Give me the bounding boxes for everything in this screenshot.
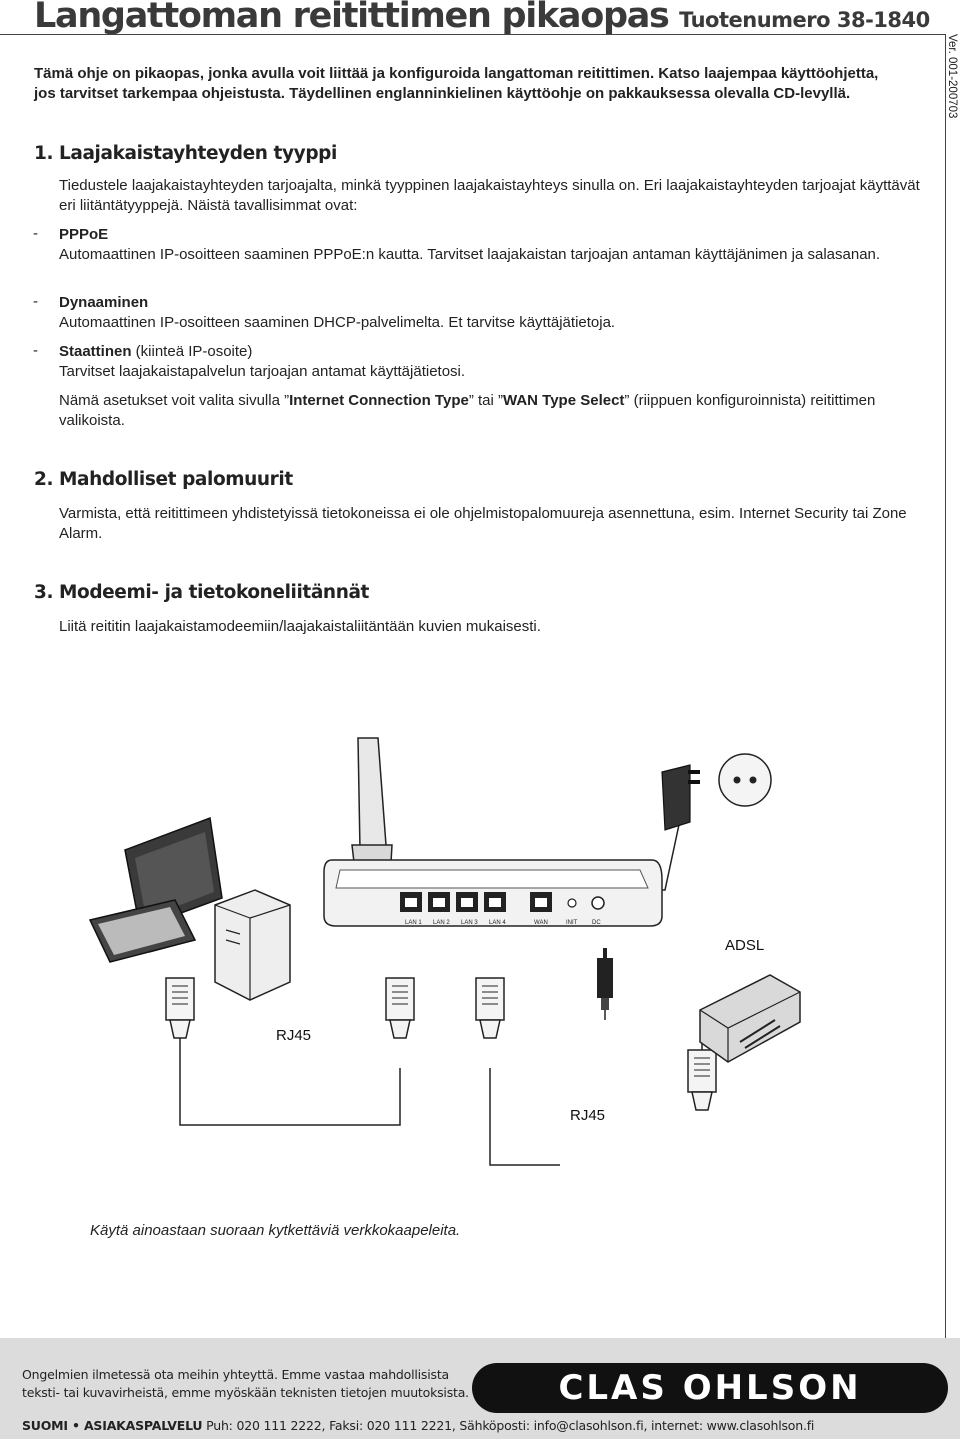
list-item-title: Staattinen <box>59 343 132 360</box>
section-3-paragraph: Liitä reititin laajakaistamodeemiin/laajakaistaliitäntään kuvien mukaisesti. <box>59 618 541 635</box>
list-item-title-suffix: (kiinteä IP-osoite) <box>131 343 253 360</box>
section-3-heading <box>34 582 369 603</box>
list-bullet: - <box>33 225 38 242</box>
port-label-lan4: LAN 4 <box>489 920 506 926</box>
cable-lan-extra <box>490 1068 560 1165</box>
note-text: Nämä asetukset voit valita sivulla ” <box>59 392 290 409</box>
power-adapter-icon <box>662 765 700 830</box>
section-1-heading <box>34 143 337 164</box>
footer-disclaimer-line: teksti- tai kuvavirheistä, emme myöskään teknisten tietojen muutoksista. <box>22 1385 469 1400</box>
connection-diagram <box>0 720 960 1220</box>
port-label-dc: DC <box>592 920 601 926</box>
port-label-wan: WAN <box>534 920 548 926</box>
list-item-title: Dynaaminen <box>59 294 149 311</box>
diagram-caption: Käytä ainoastaan suoraan kytkettäviä verkkokaapeleita. <box>90 1222 461 1239</box>
note-text: ” tai ” <box>468 392 503 409</box>
keyboard-icon <box>90 900 195 962</box>
section-1-number: 1. <box>34 143 54 164</box>
footer-contact <box>22 1418 814 1433</box>
section-2-heading <box>34 469 293 490</box>
page-header <box>34 0 930 36</box>
section-2-title: Mahdolliset palomuurit <box>59 469 293 490</box>
section-3-title: Modeemi- ja tietokoneliitännät <box>59 582 369 603</box>
antenna-icon <box>352 738 392 880</box>
rj45-connector-icon <box>476 978 504 1038</box>
menu-name-internet-connection-type: Internet Connection Type <box>289 392 469 409</box>
footer-contact-details: Puh: 020 111 2222, Faksi: 020 111 2221, Sähköposti: info@clasohlson.fi, internet: www.clasohlson.fi <box>202 1418 815 1433</box>
rj45-label: RJ45 <box>570 1107 606 1124</box>
section-1-note <box>59 391 929 431</box>
version-text: Ver. 001-200703 <box>946 34 958 119</box>
clas-ohlson-logo: CLAS OHLSON <box>472 1363 948 1413</box>
section-3-number: 3. <box>34 582 54 603</box>
footer-disclaimer-line: Ongelmien ilmetessä ota meihin yhteyttä. Emme vastaa mahdollisista <box>22 1367 449 1382</box>
list-item-dynamic <box>59 293 929 333</box>
port-label-lan3: LAN 3 <box>461 920 478 926</box>
rj45-connector-icon <box>386 978 414 1038</box>
section-1-paragraph: Tiedustele laajakaistayhteyden tarjoajalta, minkä tyyppinen laajakaistayhteys sinulla on. Eri laajakaistayhteyden tarjoajat käyttävät eri liitäntätyyppejä. Näistä tavallisimmat ovat: <box>59 177 920 214</box>
section-2-paragraph: Varmista, että reitittimeen yhdistetyissä tietokoneissa ei ole ohjelmistopalomuureja asennettuna, esim. Internet Security tai Zone Alarm. <box>59 505 907 542</box>
intro-text: Tämä ohje on pikaopas, jonka avulla voit liittää ja konfiguroida langattoman reitittimen. Katso laajempaa käyttöohjetta, jos tarvitset tarkempaa ohjeistusta. Täydellinen englanninkielinen käyttöohje on pakkauksessa olevalla CD-levyllä. <box>34 65 879 102</box>
list-item-pppoe <box>59 225 929 265</box>
menu-name-wan-type-select: WAN Type Select <box>503 392 625 409</box>
page-title: Langattoman reitittimen pikaopas <box>34 0 669 36</box>
adsl-label: ADSL <box>725 937 765 954</box>
footer <box>0 1338 960 1439</box>
list-item-text: Automaattinen IP-osoitteen saaminen DHCP-palvelimelta. Et tarvitse käyttäjätietoja. <box>59 314 616 331</box>
section-2-number: 2. <box>34 469 54 490</box>
router-icon <box>324 860 662 926</box>
list-bullet: - <box>33 293 38 310</box>
section-1-title: Laajakaistayhteyden tyyppi <box>59 143 337 164</box>
rj45-label: RJ45 <box>276 1027 312 1044</box>
footer-contact-label: SUOMI • ASIAKASPALVELU <box>22 1418 203 1433</box>
wall-socket-icon <box>719 754 771 806</box>
dc-plug-icon <box>597 948 613 1010</box>
list-item-text: Tarvitset laajakaistapalvelun tarjoajan antamat käyttäjätietosi. <box>59 363 466 380</box>
list-bullet: - <box>33 342 38 359</box>
computer-tower-icon <box>215 890 290 1000</box>
version-label <box>942 34 958 124</box>
list-item-static <box>59 342 929 382</box>
list-item-title: PPPoE <box>59 226 109 243</box>
footer-disclaimer <box>22 1366 469 1402</box>
note-text: ” (riippuen konfiguroinnista) reitittimen valikoista. <box>59 392 876 429</box>
port-label-lan1: LAN 1 <box>405 920 422 926</box>
adsl-modem-icon <box>700 975 800 1062</box>
rj45-connector-icon <box>688 1050 716 1110</box>
port-label-lan2: LAN 2 <box>433 920 450 926</box>
port-label-init: INIT <box>566 920 578 926</box>
rj45-connector-icon <box>166 978 194 1038</box>
product-number: Tuotenumero 38-1840 <box>679 8 930 32</box>
list-item-text: Automaattinen IP-osoitteen saaminen PPPoE:n kautta. Tarvitset laajakaistan tarjoajan antaman käyttäjänimen ja salasanan. <box>59 246 881 263</box>
